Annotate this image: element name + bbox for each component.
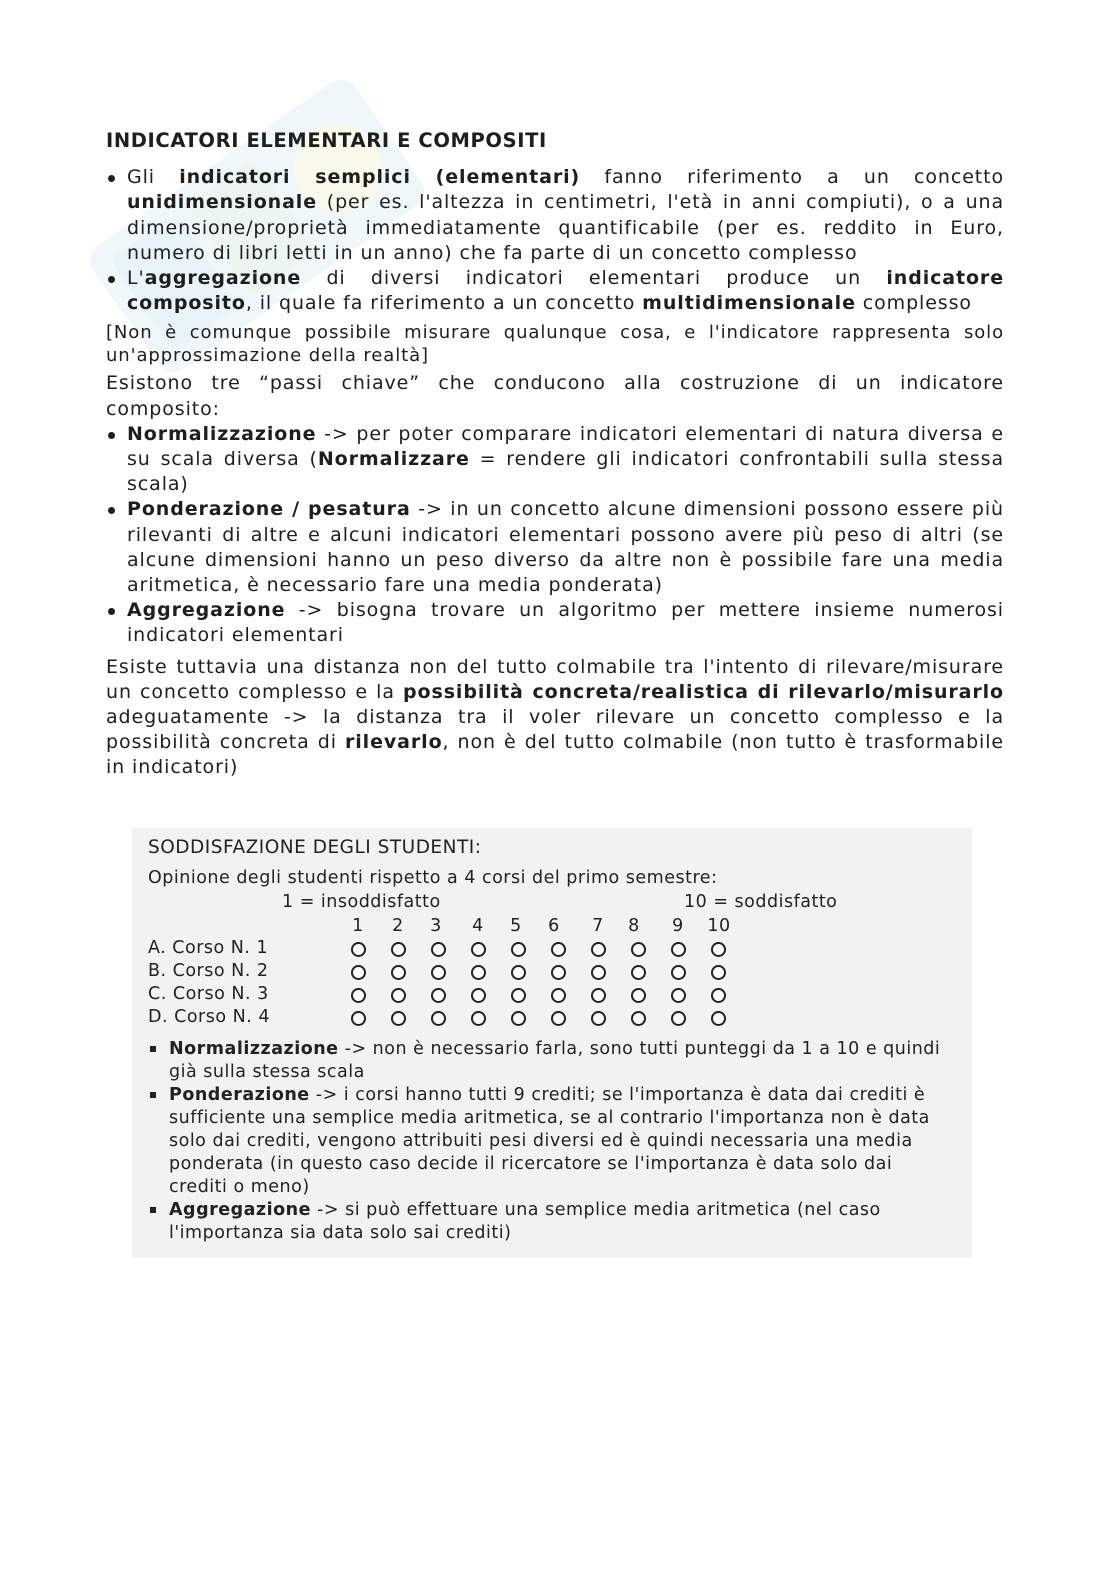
list-item [106, 266, 1004, 316]
radio-option[interactable] [511, 965, 526, 980]
radio-option[interactable] [631, 988, 646, 1003]
course-row [148, 1007, 956, 1030]
bold-term: Ponderazione / pesatura [127, 498, 411, 521]
radio-option[interactable] [351, 988, 366, 1003]
bold-term: Normalizzazione [169, 1039, 339, 1059]
bold-term: aggregazione [144, 267, 302, 290]
list-item [106, 598, 1004, 648]
radio-option[interactable] [671, 988, 686, 1003]
course-row [148, 961, 956, 984]
text-segment: fanno riferimento a un concetto [580, 166, 1005, 189]
bold-term: Normalizzazione [127, 422, 317, 445]
radio-option[interactable] [391, 1011, 406, 1026]
bold-term: Aggregazione [127, 599, 286, 622]
radio-option[interactable] [591, 1011, 606, 1026]
note-paragraph: [Non è comunque possibile misurare qualunque cosa, e l'indicatore rappresenta solo un'approssimazione della realtà] [106, 322, 1004, 367]
conclusion-paragraph [106, 655, 1004, 781]
list-item [106, 165, 1004, 266]
steps-intro: Esistono tre “passi chiave” che conducono alla costruzione di un indicatore composito: [106, 372, 1004, 420]
scale-low-label: 1 = insoddisfatto [282, 892, 441, 912]
page-title: INDICATORI ELEMENTARI E COMPOSITI [106, 129, 547, 152]
radio-option[interactable] [551, 942, 566, 957]
radio-option[interactable] [351, 1011, 366, 1026]
course-row [148, 938, 956, 961]
bold-term: possibilità concreta/realistica di rilevarlo/misurarlo [403, 680, 1004, 703]
bold-term: indicatori semplici (elementari) [179, 166, 581, 189]
radio-option[interactable] [431, 988, 446, 1003]
radio-option[interactable] [471, 988, 486, 1003]
bold-term: multidimensionale [642, 292, 856, 315]
radio-option[interactable] [471, 1011, 486, 1026]
radio-option[interactable] [431, 942, 446, 957]
bold-term: unidimensionale [127, 191, 318, 214]
bold-term: Aggregazione [169, 1200, 311, 1220]
radio-option[interactable] [711, 965, 726, 980]
radio-option[interactable] [591, 942, 606, 957]
radio-option[interactable] [631, 942, 646, 957]
bold-term: Ponderazione [169, 1085, 310, 1105]
radio-option[interactable] [551, 988, 566, 1003]
example-subtitle: Opinione degli studenti rispetto a 4 corsi del primo semestre: [148, 868, 718, 888]
radio-option[interactable] [631, 965, 646, 980]
indicator-definitions [106, 165, 1004, 316]
scale-number: 5 [510, 916, 522, 936]
text-segment: Esiste tuttavia una distanza non del tutto colmabile tra l'intento di rilevare/misurare un concetto complesso e la [106, 655, 1004, 703]
course-row [148, 984, 956, 1007]
scale-number: 6 [548, 916, 560, 936]
text-segment: -> per poter comparare indicatori elementari di natura diversa e su scala diversa ( [127, 422, 1004, 471]
list-item [148, 1199, 956, 1245]
text-segment: , non è del tutto colmabile (non tutto è trasformabile in indicatori) [106, 731, 1004, 779]
scale-number: 8 [628, 916, 640, 936]
list-item [106, 422, 1004, 498]
radio-option[interactable] [471, 965, 486, 980]
text-segment: , il quale fa riferimento a un concetto [245, 292, 643, 315]
radio-option[interactable] [511, 942, 526, 957]
radio-option[interactable] [391, 942, 406, 957]
course-label: C. Corso N. 3 [148, 984, 269, 1004]
radio-option[interactable] [711, 988, 726, 1003]
course-label: A. Corso N. 1 [148, 938, 269, 958]
scale-numbers [148, 916, 956, 938]
radio-option[interactable] [671, 965, 686, 980]
radio-option[interactable] [391, 988, 406, 1003]
radio-option[interactable] [591, 988, 606, 1003]
scale-legend [148, 892, 956, 916]
radio-option[interactable] [471, 942, 486, 957]
radio-option[interactable] [631, 1011, 646, 1026]
example-title: SODDISFAZIONE DEGLI STUDENTI: [148, 837, 482, 858]
list-item [106, 497, 1004, 598]
scale-number: 7 [592, 916, 604, 936]
scale-number: 4 [472, 916, 484, 936]
scale-number: 10 [707, 916, 731, 936]
example-notes-list [148, 1038, 956, 1245]
text-segment: -> non è necessario farla, sono tutti punteggi da 1 a 10 e quindi già sulla stessa scala [169, 1039, 941, 1082]
course-label: B. Corso N. 2 [148, 961, 269, 981]
radio-option[interactable] [551, 965, 566, 980]
radio-option[interactable] [511, 1011, 526, 1026]
scale-number: 3 [430, 916, 442, 936]
radio-option[interactable] [711, 942, 726, 957]
radio-option[interactable] [671, 942, 686, 957]
text-segment: = rendere gli indicatori confrontabili sulla stessa scala) [127, 448, 1004, 496]
text-segment: -> in un concetto alcune dimensioni possono essere più rilevanti di altre e alcuni indicatori elementari possono avere più peso di altri (se alcune dimensioni hanno un peso diverso da altre non è possibile fare una media aritmetica, è necessario fare una media ponderata) [127, 498, 1004, 597]
radio-option[interactable] [391, 965, 406, 980]
radio-option[interactable] [431, 965, 446, 980]
list-item [148, 1038, 956, 1084]
radio-option[interactable] [511, 988, 526, 1003]
scale-high-label: 10 = soddisfatto [684, 892, 838, 912]
text-segment: -> i corsi hanno tutti 9 crediti; se l'importanza è data dai crediti è sufficiente una semplice media aritmetica, se al contrario l'importanza non è data solo dai crediti, vengono attribuiti pesi diversi ed è quindi necessaria una media ponderata (in questo caso decide il ricercatore se l'importanza è data solo dai crediti o meno) [169, 1085, 930, 1197]
radio-option[interactable] [591, 965, 606, 980]
text-segment: -> si può effettuare una semplice media aritmetica (nel caso l'importanza sia data solo sai crediti) [169, 1200, 881, 1243]
text-segment: adeguatamente -> la distanza tra il voler rilevare un concetto complesso e la possibilità concreta di [106, 706, 1004, 754]
scale-number: 9 [672, 916, 684, 936]
radio-option[interactable] [351, 942, 366, 957]
radio-option[interactable] [431, 1011, 446, 1026]
list-item [148, 1084, 956, 1199]
text-segment: di diversi indicatori elementari produce un [301, 267, 887, 290]
radio-option[interactable] [351, 965, 366, 980]
course-label: D. Corso N. 4 [148, 1007, 270, 1027]
scale-number: 2 [392, 916, 404, 936]
text-segment: complesso [855, 292, 972, 315]
bold-term: Normalizzare [317, 448, 470, 471]
text-segment: Gli [127, 166, 180, 189]
scale-number: 1 [352, 916, 364, 936]
radio-option[interactable] [551, 1011, 566, 1026]
radio-option[interactable] [711, 1011, 726, 1026]
text-segment: (per es. l'altezza in centimetri, l'età in anni compiuti), o a una dimensione/proprietà immediatamente quantificabile (per es. reddito in Euro, numero di libri letti in un anno) che fa parte di un concetto complesso [127, 191, 1004, 264]
bold-term: indicatore composito [127, 267, 1004, 315]
bold-term: rilevarlo [345, 731, 443, 754]
example-box [132, 828, 972, 1258]
key-steps-list [106, 422, 1004, 649]
text-segment: -> bisogna trovare un algoritmo per mettere insieme numerosi indicatori elementari [127, 599, 1004, 647]
radio-option[interactable] [671, 1011, 686, 1026]
text-segment: L' [127, 267, 145, 290]
document-body [106, 128, 1004, 781]
